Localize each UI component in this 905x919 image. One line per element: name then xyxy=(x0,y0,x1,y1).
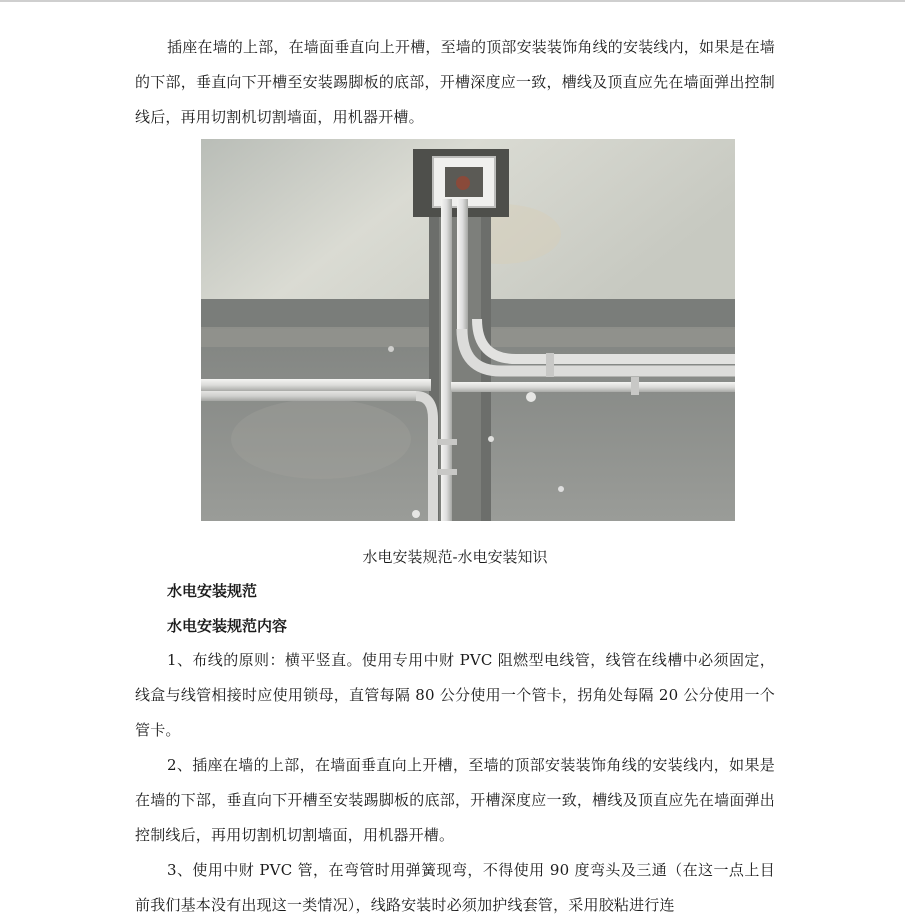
subsection-heading: 水电安装规范内容 xyxy=(167,617,288,635)
list-item-2: 2、插座在墙的上部，在墙面垂直向上开槽，至墙的顶部安装装饰角线的安装线内，如果是在墙的下部，垂直向下开槽至安装踢脚板的底部，开槽深度应一致，槽线及顶直应先在墙面弹出控制线后，再用切割机切割墙面，用机器开槽。 xyxy=(135,756,775,844)
figure-caption: 水电安装规范-水电安装知识 xyxy=(362,548,548,566)
conduit-installation-photo xyxy=(201,139,735,521)
intro-paragraph: 插座在墙的上部，在墙面垂直向上开槽，至墙的顶部安装装饰角线的安装线内，如果是在墙的下部，垂直向下开槽至安装踢脚板的底部，开槽深度应一致，槽线及顶直应先在墙面弹出控制线后，再用切割机切割墙面，用机器开槽。 xyxy=(135,38,776,126)
list-item-3: 3、使用中财 PVC 管，在弯管时用弹簧现弯，不得使用 90 度弯头及三通（在这一点上目前我们基本没有出现这一类情况），线路安装时必须加护线套管，采用胶粘进行连 xyxy=(135,861,775,914)
section-heading: 水电安装规范 xyxy=(167,582,258,600)
list-item-1: 1、布线的原则：横平竖直。使用专用中财 PVC 阻燃型电线管，线管在线槽中必须固定，线盒与线管相接时应使用锁母，直管每隔 80 公分使用一个管卡，拐角处每隔 20 公分使用一个管卡。 xyxy=(135,651,775,739)
